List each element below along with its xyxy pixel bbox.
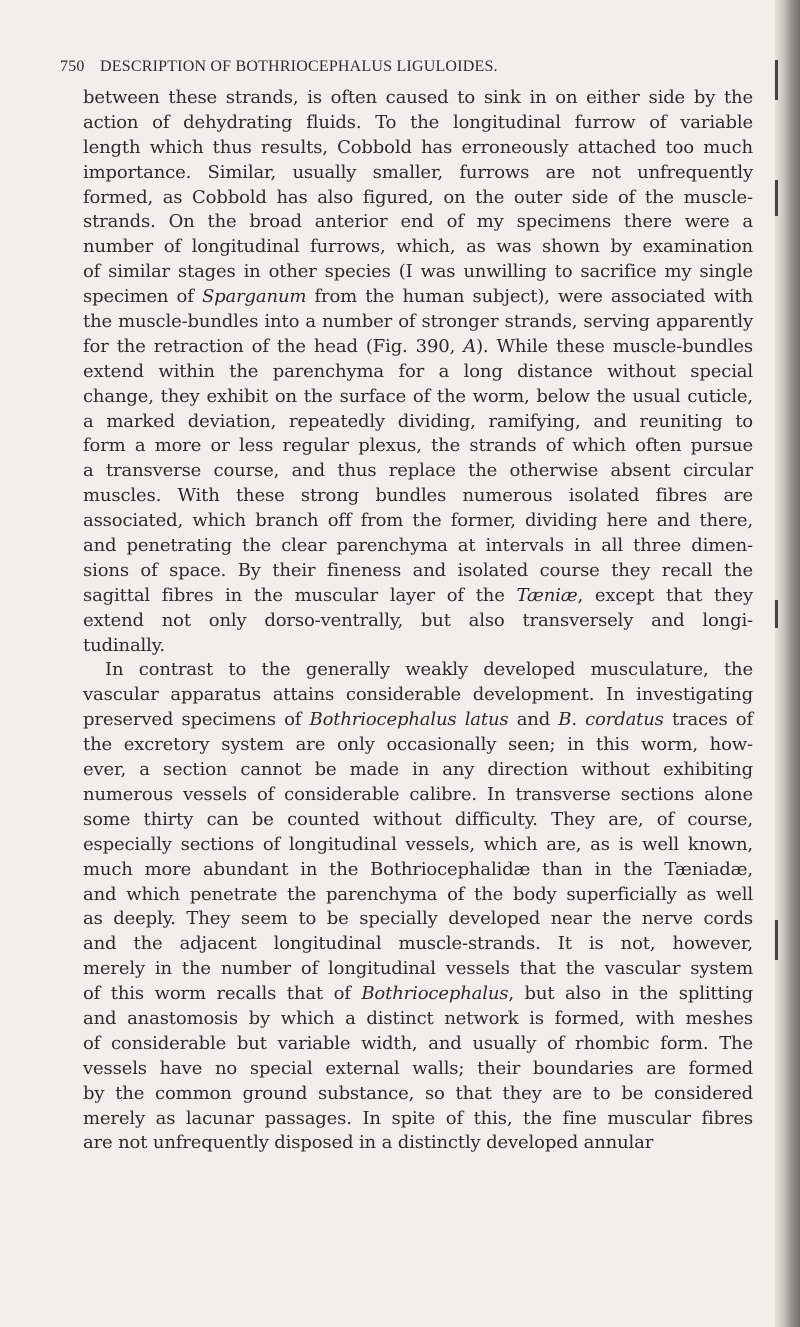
text-segment: ever, a section cannot be made in any direction without exhibiting: [83, 759, 753, 781]
text-line: [83, 833, 753, 858]
text-line: [83, 335, 753, 360]
text-segment: by the common ground substance, so that they are to be considered: [83, 1082, 753, 1104]
text-segment: and: [508, 709, 559, 731]
text-segment: change, they exhibit on the surface of the worm, below the usual cuticle,: [83, 385, 753, 407]
page-edge: [774, 0, 800, 1327]
text-segment: form a more or less regular plexus, the strands of which often pursue: [83, 435, 753, 457]
paragraph: [83, 658, 753, 1156]
paragraph: [83, 86, 753, 658]
text-line: [83, 1082, 753, 1107]
text-line: [83, 410, 753, 435]
text-segment: extend within the parenchyma for a long distance without special: [83, 360, 753, 382]
text-segment: numerous vessels of considerable calibre. In transverse sections alone: [83, 783, 753, 805]
text-line: [83, 808, 753, 833]
text-line: [83, 360, 753, 385]
text-line: [83, 957, 753, 982]
text-line: [83, 634, 753, 659]
text-segment: some thirty can be counted without difficulty. They are, of course,: [83, 808, 753, 830]
running-head: DESCRIPTION OF BOTHRIOCEPHALUS LIGULOIDES.: [100, 58, 498, 75]
text-line: [83, 609, 753, 634]
text-segment: vascular apparatus attains considerable development. In investigating: [83, 684, 753, 706]
text-segment: muscles. With these strong bundles numerous isolated fibres are: [83, 485, 753, 507]
text-line: [83, 932, 753, 957]
italic-term: B. cordatus: [558, 709, 664, 731]
text-segment: a transverse course, and thus replace the otherwise absent circular: [83, 460, 753, 482]
text-line: [83, 733, 753, 758]
text-line: [83, 86, 753, 111]
text-line: [83, 484, 753, 509]
text-line: [83, 1007, 753, 1032]
page-number: 750: [60, 58, 85, 75]
text-segment: importance. Similar, usually smaller, furrows are not unfrequently: [83, 161, 753, 183]
text-segment: In contrast to the generally weakly developed musculature, the: [105, 659, 753, 681]
text-line: [83, 285, 753, 310]
text-segment: especially sections of longitudinal vessels, which are, as is well known,: [83, 833, 753, 855]
italic-term: Tæniæ: [516, 584, 578, 606]
text-line: [83, 459, 753, 484]
text-line: [83, 584, 753, 609]
page-header: [60, 58, 760, 82]
text-segment: and anastomosis by which a distinct network is formed, with meshes: [83, 1007, 753, 1029]
page-edge-mark: [775, 180, 778, 216]
text-line: [83, 883, 753, 908]
text-line: [83, 708, 753, 733]
text-segment: action of dehydrating fluids. To the longitudinal furrow of variable: [83, 111, 753, 133]
text-segment: vessels have no special external walls; their boundaries are formed: [83, 1057, 753, 1079]
text-segment: of similar stages in other species (I was unwilling to sacrifice my single: [83, 261, 753, 283]
text-line: [83, 235, 753, 260]
text-line: [83, 310, 753, 335]
body-text: [83, 86, 753, 1156]
text-segment: of this worm recalls that of: [83, 983, 362, 1005]
text-line: [83, 534, 753, 559]
text-segment: extend not only dorso-ventrally, but also transversely and longi-: [83, 609, 753, 631]
text-segment: strands. On the broad anterior end of my specimens there were a: [83, 211, 753, 233]
text-line: [83, 161, 753, 186]
text-line: [83, 982, 753, 1007]
text-line: [83, 858, 753, 883]
italic-term: Bothriocephalus: [361, 983, 509, 1005]
page-edge-mark: [775, 920, 778, 960]
text-segment: a marked deviation, repeatedly dividing, ramifying, and reuniting to: [83, 410, 753, 432]
text-line: [83, 509, 753, 534]
text-segment: , but also in the splitting: [508, 983, 753, 1005]
text-line: [83, 783, 753, 808]
text-line: [83, 1057, 753, 1082]
text-segment: ). While these muscle-bundles: [476, 335, 753, 357]
text-segment: formed, as Cobbold has also figured, on the outer side of the muscle-: [83, 186, 753, 208]
text-segment: and which penetrate the parenchyma of the body superficially as well: [83, 883, 753, 905]
text-segment: between these strands, is often caused to sink in on either side by the: [83, 87, 753, 108]
text-segment: from the human subject), were associated with: [306, 286, 753, 308]
text-segment: of considerable but variable width, and usually of rhombic form. The: [83, 1032, 753, 1054]
text-line: [83, 658, 753, 683]
text-line: [83, 1131, 753, 1156]
text-line: [83, 434, 753, 459]
text-segment: much more abundant in the Bothriocephalidæ than in the Tæniadæ,: [83, 858, 753, 880]
text-line: [83, 907, 753, 932]
text-segment: , except that they: [577, 584, 753, 606]
text-segment: for the retraction of the head (Fig. 390,: [83, 335, 464, 357]
text-line: [83, 136, 753, 161]
text-segment: merely in the number of longitudinal vessels that the vascular system: [83, 958, 753, 980]
text-segment: length which thus results, Cobbold has erroneously attached too much: [83, 136, 753, 158]
text-segment: as deeply. They seem to be specially developed near the nerve cords: [83, 908, 753, 930]
text-line: [83, 1107, 753, 1132]
page-edge-mark: [775, 60, 778, 100]
text-segment: number of longitudinal furrows, which, as was shown by examination: [83, 236, 753, 258]
text-segment: sions of space. By their fineness and isolated course they recall the: [83, 559, 753, 581]
text-segment: are not unfrequently disposed in a distinctly developed annular: [83, 1132, 654, 1154]
text-line: [83, 111, 753, 136]
text-line: [83, 210, 753, 235]
text-segment: preserved specimens of: [83, 709, 310, 731]
text-line: [83, 758, 753, 783]
text-segment: merely as lacunar passages. In spite of this, the fine muscular fibres: [83, 1107, 753, 1129]
text-segment: traces of: [663, 709, 753, 731]
text-segment: tudinally.: [83, 634, 165, 656]
italic-term: Bothriocephalus latus: [309, 709, 509, 731]
page-edge-mark: [775, 600, 778, 628]
text-line: [83, 260, 753, 285]
text-segment: and penetrating the clear parenchyma at intervals in all three dimen-: [83, 535, 753, 557]
text-segment: the excretory system are only occasionally seen; in this worm, how-: [83, 734, 753, 756]
text-line: [83, 1032, 753, 1057]
text-segment: specimen of: [83, 286, 202, 308]
text-segment: sagittal fibres in the muscular layer of the: [83, 584, 517, 606]
text-line: [83, 186, 753, 211]
text-segment: associated, which branch off from the former, dividing here and there,: [83, 510, 753, 532]
text-line: [83, 385, 753, 410]
text-line: [83, 683, 753, 708]
italic-term: A: [463, 335, 477, 357]
text-segment: the muscle-bundles into a number of stronger strands, serving apparently: [83, 311, 753, 333]
italic-term: Sparganum: [201, 286, 307, 308]
text-line: [83, 559, 753, 584]
text-segment: and the adjacent longitudinal muscle-strands. It is not, however,: [83, 933, 753, 955]
